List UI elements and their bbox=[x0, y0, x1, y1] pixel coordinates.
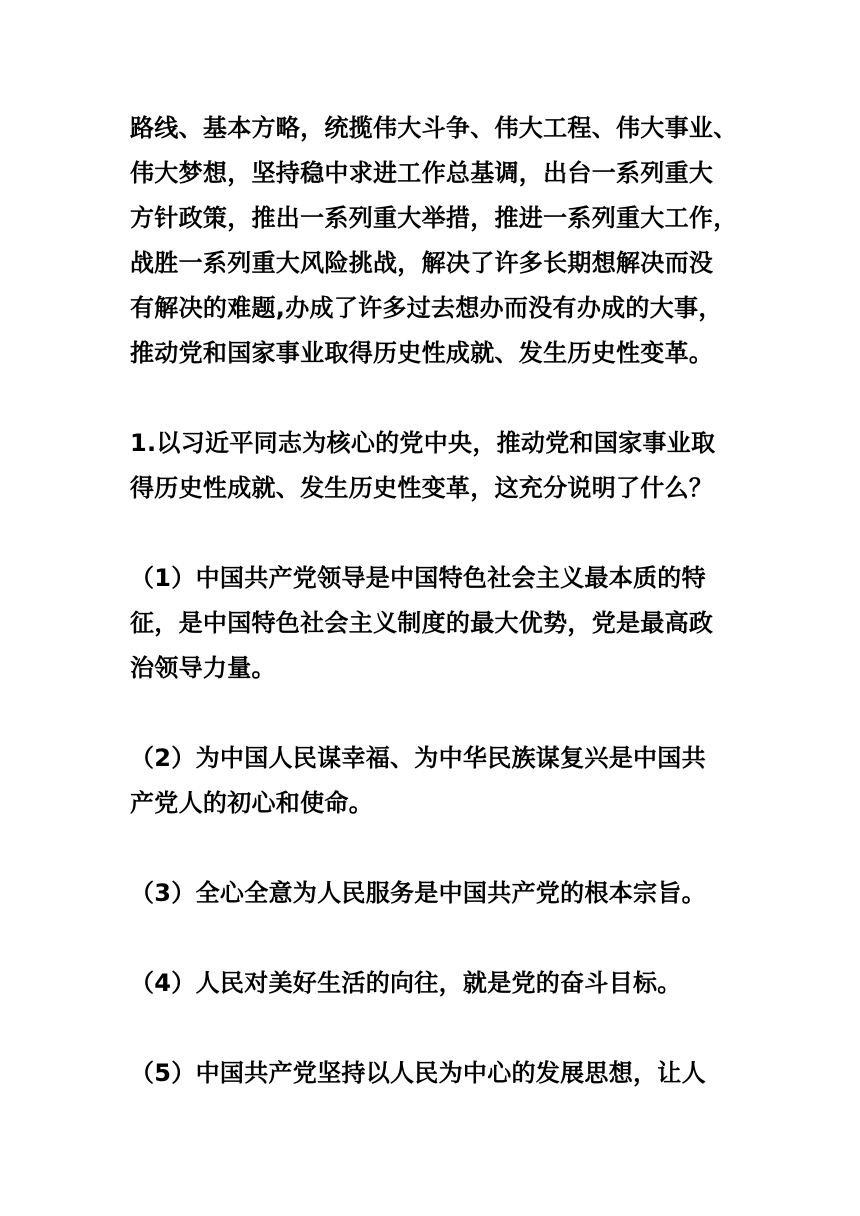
answer-1-line-2: 征，是中国特色社会主义制度的最大优势，党是最高政 bbox=[130, 609, 714, 637]
answer-3-line-1: （3）全心全意为人民服务是中国共产党的根本宗旨。 bbox=[130, 879, 706, 907]
answer-2-line-2: 产党人的初心和使命。 bbox=[130, 789, 373, 817]
answer-1-line-1: （1）中国共产党领导是中国特色社会主义最本质的特 bbox=[130, 564, 706, 592]
intro-line-1: 路线、基本方略，统揽伟大斗争、伟大工程、伟大事业、 bbox=[130, 114, 738, 142]
answer-2-line-1: （2）为中国人民谋幸福、为中华民族谋复兴是中国共 bbox=[130, 744, 706, 772]
question-line-2: 得历史性成就、发生历史性变革，这充分说明了什么？ bbox=[130, 474, 714, 502]
answer-4-line-1: （4）人民对美好生活的向往，就是党的奋斗目标。 bbox=[130, 969, 682, 997]
answer-1-line-3: 治领导力量。 bbox=[130, 654, 276, 682]
intro-line-5: 有解决的难题,办成了许多过去想办而没有办成的大事， bbox=[130, 294, 723, 322]
intro-line-6: 推动党和国家事业取得历史性成就、发生历史性变革。 bbox=[130, 339, 714, 367]
intro-line-3: 方针政策，推出一系列重大举措，推进一系列重大工作， bbox=[130, 204, 738, 232]
intro-line-2: 伟大梦想，坚持稳中求进工作总基调，出台一系列重大 bbox=[130, 159, 714, 187]
answer-5-line-1: （5）中国共产党坚持以人民为中心的发展思想，让人 bbox=[130, 1059, 706, 1087]
question-line-1: 1.以习近平同志为核心的党中央，推动党和国家事业取 bbox=[130, 429, 716, 457]
intro-line-4: 战胜一系列重大风险挑战，解决了许多长期想解决而没 bbox=[130, 249, 714, 277]
